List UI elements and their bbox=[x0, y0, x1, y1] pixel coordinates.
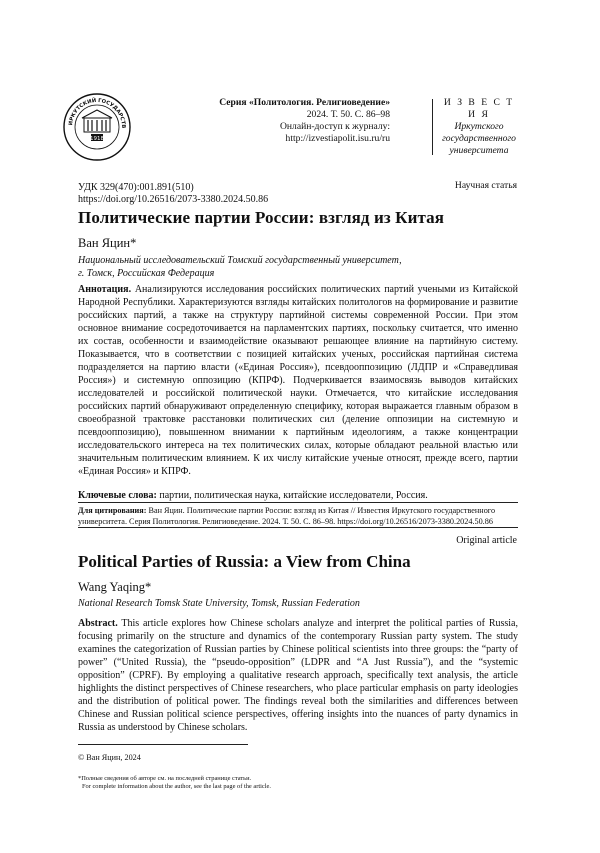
volume-info: 2024. Т. 50. С. 86–98 bbox=[160, 109, 390, 121]
svg-text:ИРКУТСКИЙ ГОСУДАРСТВЕННЫЙ УНИВ bbox=[59, 86, 126, 128]
citation-rule-bottom bbox=[78, 527, 518, 528]
doi-link[interactable]: https://doi.org/10.26516/2073-3380.2024.50.86 bbox=[78, 194, 268, 206]
citation-label: Для цитирования: bbox=[78, 506, 146, 515]
journal-url[interactable]: http://izvestiapolit.isu.ru/ru bbox=[160, 133, 390, 145]
journal-name-block bbox=[440, 97, 518, 157]
article-type-ru: Научная статья bbox=[455, 180, 517, 191]
keywords-label-ru: Ключевые слова: bbox=[78, 490, 157, 501]
series-info bbox=[160, 97, 390, 145]
abstract-label-ru: Аннотация. bbox=[78, 284, 131, 295]
logo-ring-text: ИРКУТСКИЙ ГОСУДАРСТВЕННЫЙ УНИВЕРСИТЕТ bbox=[59, 86, 126, 128]
footnote-ru: *Полные сведения об авторе см. на последней странице статьи. bbox=[78, 775, 251, 783]
abstract-ru bbox=[78, 283, 518, 478]
keywords-ru bbox=[78, 489, 518, 502]
author-ru: Ван Яцин* bbox=[78, 236, 136, 251]
citation-block bbox=[78, 505, 518, 527]
abstract-en bbox=[78, 617, 518, 734]
journal-sub-2: государственного bbox=[440, 133, 518, 145]
keywords-text-ru: партии, политическая наука, китайские исследователи, Россия. bbox=[159, 490, 427, 501]
abstract-text-en: This article explores how Chinese scholars analyze and interpret the political parties of Russia, focusing primarily on the structure and dynamics of the contemporary Russian party system. The study examines the categorization of Russian parties by Chinese political scientists into three groups: the “party of power” (“United Russia), the “pseudo-opposition” (LDPR and “A Just Russia”), and the “systemic opposition” (CPRF). By employing a qualitative research approach, specifically text analysis, the article highlights the distinct perspectives of Chinese researchers, who place particular emphasis on party ideologies and the distribution of political power. The findings reveal both the similarities and differences between Chinese and Russian political science perspectives, offering insights into the nuances of party dynamics in Russia as understood by Chinese scholars. bbox=[78, 618, 518, 733]
udk-code: УДК 329(470):001.891(510) bbox=[78, 182, 194, 194]
article-type-en: Original article bbox=[456, 535, 517, 546]
series-title: Серия «Политология. Религиоведение» bbox=[160, 97, 390, 109]
article-title-en: Political Parties of Russia: a View from China bbox=[78, 552, 411, 572]
online-access-label: Онлайн-доступ к журналу: bbox=[160, 121, 390, 133]
footnote-rule bbox=[78, 744, 248, 745]
article-title-ru: Политические партии России: взгляд из Китая bbox=[78, 208, 444, 228]
author-en: Wang Yaqing* bbox=[78, 580, 151, 595]
footnote-en: For complete information about the author, see the last page of the article. bbox=[82, 783, 271, 791]
university-logo bbox=[62, 92, 132, 162]
citation-rule-top bbox=[78, 502, 518, 503]
citation-text: Ван Яцин. Политические партии России: взгляд из Китая // Известия Иркутского государственного университета. Серия Политология. Религиоведение. 2024. Т. 50. С. 86–98. https://doi.org/10.26516/2073-3380.2024.50.86 bbox=[78, 506, 495, 526]
abstract-label-en: Abstract. bbox=[78, 618, 118, 629]
abstract-text-ru: Анализируются исследования российских политических партий учеными из Китайской Народной Республики. Характеризуются взгляды китайских политологов на формирование и развитие российских партий, а также на структуру партийной системы современной России. При этом основное внимание сосредоточивается на парламентских партиях, поскольку считается, что именно их состав, особенности и взаимодействие оказывают решающее влияние на партийную систему. Показывается, что в соответствии с позицией китайских ученых, российская партийная система подразделяется на партию власти («Единая Россия»), псевдооппозицию (ЛДПР и «Справедливая Россия») и системную оппозицию (КПРФ). Подчеркивается взаимосвязь выводов китайских исследователей и российской политической науки. Отмечается, что китайские исследования российских партий обнаруживают определенную специфику, которая выражается главным образом в своеобразной трактовке расстановки политических сил (деление оппозиции на системную и псевдооппозицию), повышенном внимании к партийным идеологиям, а также концентрации исследовательского интереса на тех политических силах, которые обладают реальной властью или значительным политическим влиянием. К их числу китайские ученые относят, прежде всего, партии «Единая Россия» и КПРФ. bbox=[78, 284, 518, 477]
header-divider bbox=[432, 99, 433, 155]
logo-year: 1918 bbox=[90, 136, 104, 142]
affiliation-ru-line1: Национальный исследовательский Томский государственный университет, bbox=[78, 254, 438, 267]
copyright: © Ван Яцин, 2024 bbox=[78, 753, 141, 762]
affiliation-en: National Research Tomsk State University, Tomsk, Russian Federation bbox=[78, 598, 360, 609]
journal-name: И З В Е С Т И Я bbox=[440, 97, 518, 121]
journal-sub-3: университета bbox=[440, 145, 518, 157]
affiliation-ru-line2: г. Томск, Российская Федерация bbox=[78, 267, 438, 280]
journal-sub-1: Иркутского bbox=[440, 121, 518, 133]
affiliation-ru bbox=[78, 254, 438, 280]
